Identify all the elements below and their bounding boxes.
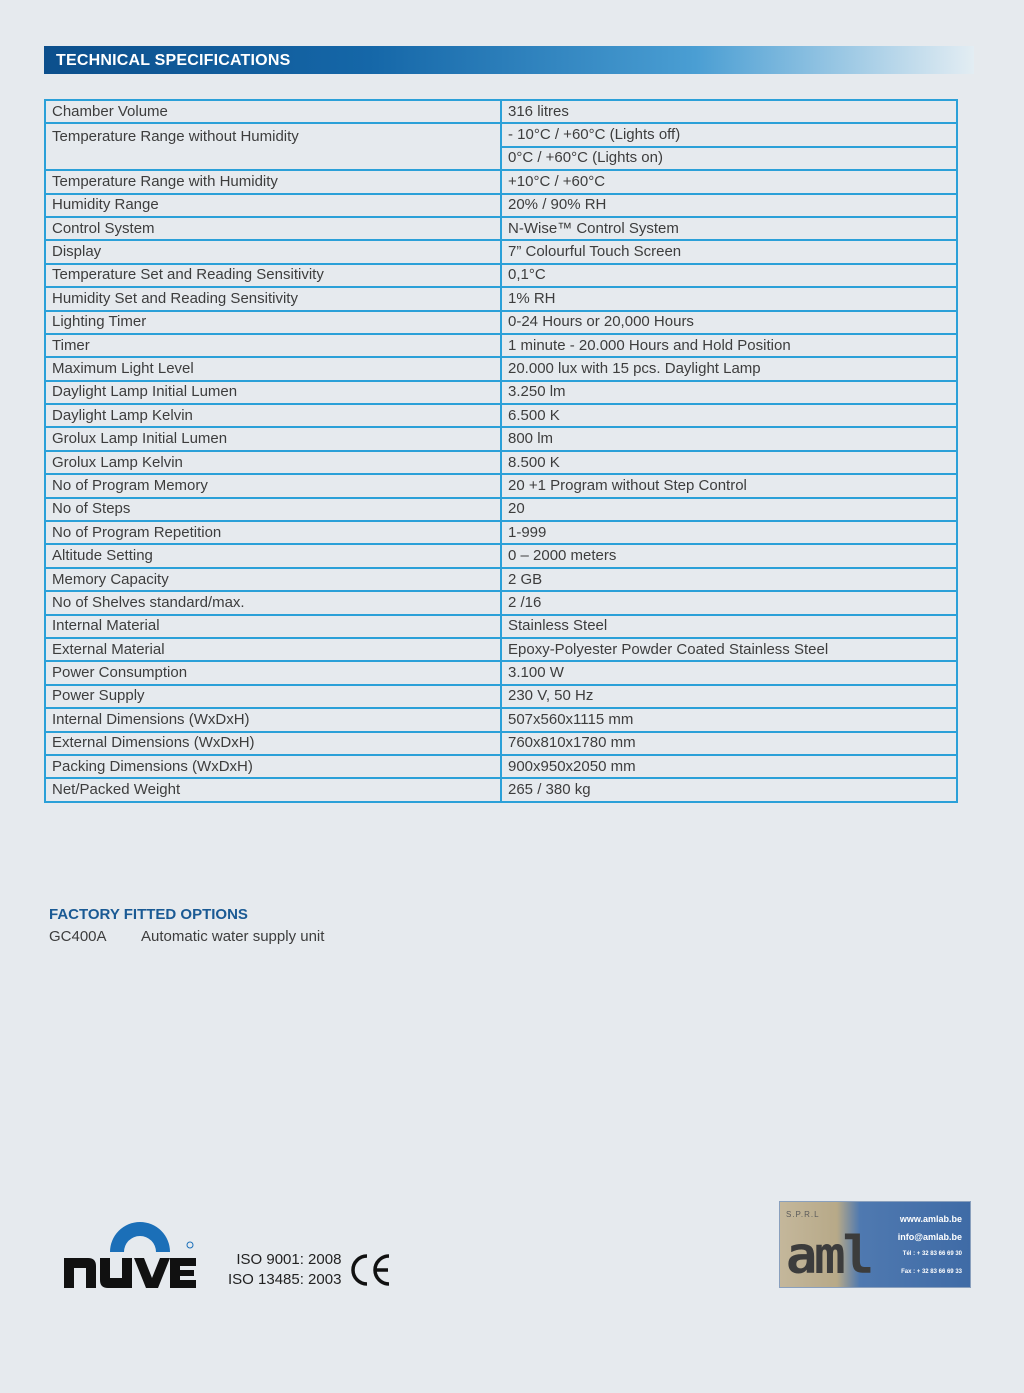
dealer-fax: Fax : + 32 83 66 69 33 bbox=[901, 1269, 962, 1275]
spec-label: No of Steps bbox=[45, 498, 501, 521]
spec-row bbox=[45, 427, 957, 450]
spec-label: Power Consumption bbox=[45, 661, 501, 684]
iso-line: ISO 9001: 2008 bbox=[236, 1251, 342, 1268]
spec-value: 1-999 bbox=[501, 521, 957, 544]
spec-row bbox=[45, 521, 957, 544]
spec-label: External Material bbox=[45, 638, 501, 661]
spec-value: Stainless Steel bbox=[501, 615, 957, 638]
spec-label: Timer bbox=[45, 334, 501, 357]
spec-row bbox=[45, 451, 957, 474]
spec-label: Temperature Range with Humidity bbox=[45, 170, 501, 193]
spec-label: Humidity Range bbox=[45, 194, 501, 217]
spec-label: Temperature Set and Reading Sensitivity bbox=[45, 264, 501, 287]
spec-label: Temperature Range without Humidity bbox=[45, 123, 501, 170]
spec-value: 265 / 380 kg bbox=[501, 778, 957, 801]
spec-value: 20 bbox=[501, 498, 957, 521]
spec-value: 2 GB bbox=[501, 568, 957, 591]
spec-label: Control System bbox=[45, 217, 501, 240]
dealer-logo bbox=[779, 1201, 971, 1288]
spec-row bbox=[45, 474, 957, 497]
spec-row bbox=[45, 661, 957, 684]
spec-value: 316 litres bbox=[501, 100, 957, 123]
spec-label: Grolux Lamp Initial Lumen bbox=[45, 427, 501, 450]
option-code: GC400A bbox=[49, 928, 107, 945]
spec-label: Internal Dimensions (WxDxH) bbox=[45, 708, 501, 731]
spec-value: 6.500 K bbox=[501, 404, 957, 427]
dealer-email: info@amlab.be bbox=[897, 1232, 962, 1242]
spec-table bbox=[44, 99, 958, 803]
dealer-sprl: S.P.R.L bbox=[786, 1210, 820, 1219]
iso-certifications bbox=[228, 1250, 341, 1290]
spec-row bbox=[45, 778, 957, 801]
spec-row bbox=[45, 591, 957, 614]
spec-label: Chamber Volume bbox=[45, 100, 501, 123]
spec-value: 900x950x2050 mm bbox=[501, 755, 957, 778]
spec-label: Power Supply bbox=[45, 685, 501, 708]
dealer-website: www.amlab.be bbox=[899, 1214, 962, 1224]
spec-value: 7” Colourful Touch Screen bbox=[501, 240, 957, 263]
spec-row bbox=[45, 381, 957, 404]
spec-value: N-Wise™ Control System bbox=[501, 217, 957, 240]
spec-label: Internal Material bbox=[45, 615, 501, 638]
spec-label: Lighting Timer bbox=[45, 311, 501, 334]
factory-option-item bbox=[49, 928, 324, 945]
spec-label: No of Program Memory bbox=[45, 474, 501, 497]
spec-value: 1% RH bbox=[501, 287, 957, 310]
spec-row bbox=[45, 755, 957, 778]
spec-row bbox=[45, 708, 957, 731]
spec-value: 0-24 Hours or 20,000 Hours bbox=[501, 311, 957, 334]
spec-row bbox=[45, 170, 957, 193]
spec-value: +10°C / +60°C bbox=[501, 170, 957, 193]
spec-row bbox=[45, 311, 957, 334]
spec-row bbox=[45, 287, 957, 310]
spec-label: No of Shelves standard/max. bbox=[45, 591, 501, 614]
spec-row bbox=[45, 357, 957, 380]
spec-value: - 10°C / +60°C (Lights off) bbox=[501, 123, 957, 146]
spec-row bbox=[45, 638, 957, 661]
dealer-tel: Tél : + 32 83 66 69 30 bbox=[902, 1251, 962, 1257]
spec-row bbox=[45, 264, 957, 287]
spec-row bbox=[45, 568, 957, 591]
spec-value: 230 V, 50 Hz bbox=[501, 685, 957, 708]
spec-value: 8.500 K bbox=[501, 451, 957, 474]
spec-value: 0 – 2000 meters bbox=[501, 544, 957, 567]
spec-value: 1 minute - 20.000 Hours and Hold Position bbox=[501, 334, 957, 357]
factory-options-title: FACTORY FITTED OPTIONS bbox=[49, 906, 248, 923]
spec-label: Daylight Lamp Initial Lumen bbox=[45, 381, 501, 404]
nuve-logo bbox=[62, 1198, 198, 1290]
spec-value: 20.000 lux with 15 pcs. Daylight Lamp bbox=[501, 357, 957, 380]
spec-value: Epoxy-Polyester Powder Coated Stainless Steel bbox=[501, 638, 957, 661]
spec-row bbox=[45, 334, 957, 357]
spec-value: 3.100 W bbox=[501, 661, 957, 684]
spec-row bbox=[45, 100, 957, 123]
spec-row bbox=[45, 217, 957, 240]
spec-row bbox=[45, 240, 957, 263]
spec-row bbox=[45, 404, 957, 427]
spec-value: 2 /16 bbox=[501, 591, 957, 614]
option-description: Automatic water supply unit bbox=[141, 928, 325, 945]
spec-row bbox=[45, 498, 957, 521]
spec-label: Humidity Set and Reading Sensitivity bbox=[45, 287, 501, 310]
spec-value: 20 +1 Program without Step Control bbox=[501, 474, 957, 497]
ce-mark-icon bbox=[347, 1252, 393, 1288]
spec-value: 0,1°C bbox=[501, 264, 957, 287]
spec-row bbox=[45, 685, 957, 708]
spec-label: Altitude Setting bbox=[45, 544, 501, 567]
spec-label: Grolux Lamp Kelvin bbox=[45, 451, 501, 474]
spec-value: 0°C / +60°C (Lights on) bbox=[501, 147, 957, 170]
spec-row bbox=[45, 123, 957, 146]
spec-label: Maximum Light Level bbox=[45, 357, 501, 380]
section-title: TECHNICAL SPECIFICATIONS bbox=[56, 52, 291, 69]
spec-label: Memory Capacity bbox=[45, 568, 501, 591]
spec-row bbox=[45, 194, 957, 217]
spec-row bbox=[45, 544, 957, 567]
spec-label: No of Program Repetition bbox=[45, 521, 501, 544]
spec-row bbox=[45, 615, 957, 638]
spec-label: Daylight Lamp Kelvin bbox=[45, 404, 501, 427]
dealer-name: aml bbox=[786, 1226, 871, 1286]
spec-row bbox=[45, 732, 957, 755]
spec-value: 3.250 lm bbox=[501, 381, 957, 404]
spec-label: Net/Packed Weight bbox=[45, 778, 501, 801]
iso-line: ISO 13485: 2003 bbox=[228, 1271, 342, 1288]
spec-label: Packing Dimensions (WxDxH) bbox=[45, 755, 501, 778]
spec-value: 507x560x1115 mm bbox=[501, 708, 957, 731]
spec-value: 20% / 90% RH bbox=[501, 194, 957, 217]
spec-label: External Dimensions (WxDxH) bbox=[45, 732, 501, 755]
spec-value: 800 lm bbox=[501, 427, 957, 450]
section-header-bar bbox=[44, 46, 974, 74]
spec-value: 760x810x1780 mm bbox=[501, 732, 957, 755]
spec-label: Display bbox=[45, 240, 501, 263]
